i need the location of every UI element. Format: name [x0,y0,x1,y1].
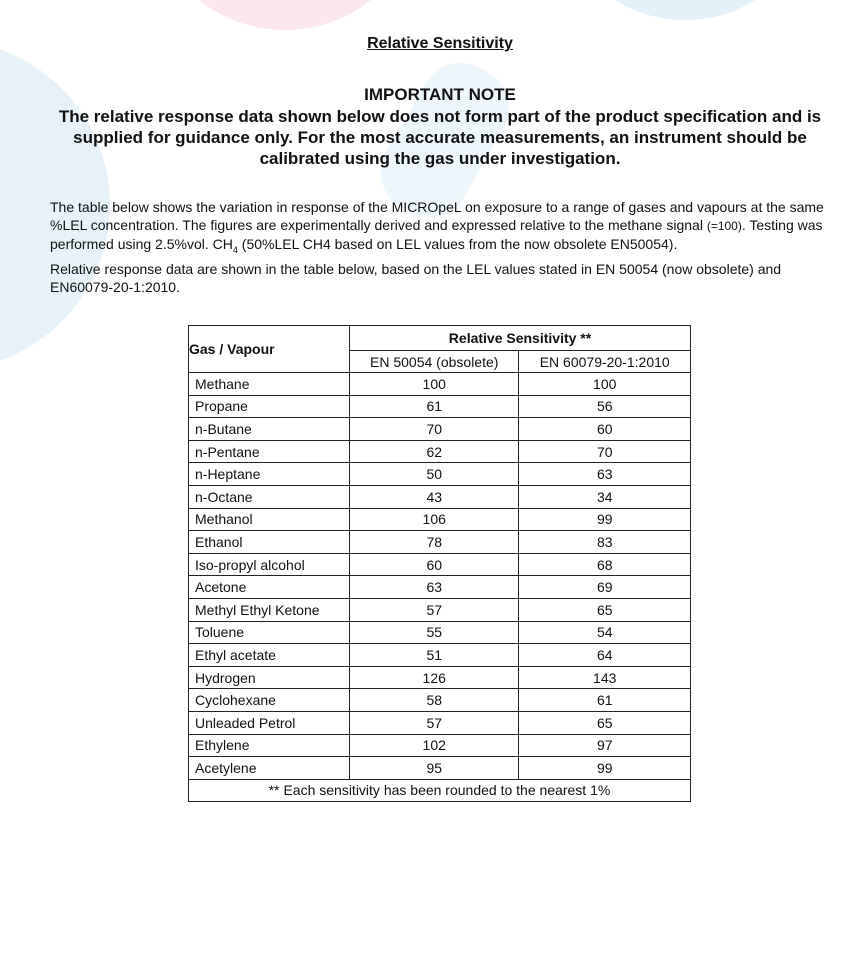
column-header-en60079: EN 60079-20-1:2010 [519,351,691,373]
en60079-cell: 56 [519,395,691,418]
en60079-cell: 64 [519,644,691,667]
gas-cell: Ethyl acetate [189,644,350,667]
subscript: 4 [232,244,238,255]
important-note-text: The relative response data shown below does not form part of the product specification and is supplied for guidance only. For the most accurate measurements, an instrument should be calibrated using the gas under investigation. [58,107,822,168]
table-row [189,598,691,621]
table-row [189,485,691,508]
en60079-cell: 70 [519,440,691,463]
table-footnote: ** Each sensitivity has been rounded to the nearest 1% [189,779,691,801]
table-row [189,531,691,554]
en50054-cell: 62 [350,440,519,463]
en50054-cell: 58 [350,689,519,712]
en50054-cell: 100 [350,373,519,396]
page-title: Relative Sensitivity [367,35,513,52]
en50054-cell: 51 [350,644,519,667]
en50054-cell: 63 [350,576,519,599]
en60079-cell: 61 [519,689,691,712]
en60079-cell: 60 [519,418,691,441]
en50054-cell: 126 [350,666,519,689]
gas-cell: Iso-propyl alcohol [189,553,350,576]
en50054-cell: 60 [350,553,519,576]
table-body [189,373,691,780]
en60079-cell: 54 [519,621,691,644]
table-row [189,711,691,734]
gas-cell: Acetone [189,576,350,599]
sensitivity-table [188,325,691,802]
gas-cell: n-Heptane [189,463,350,486]
en50054-cell: 70 [350,418,519,441]
en50054-cell: 102 [350,734,519,757]
methane-reference: (=100) [706,219,742,233]
gas-cell: Acetylene [189,757,350,780]
column-header-relative-sensitivity: Relative Sensitivity ** [350,326,691,351]
gas-cell: n-Octane [189,485,350,508]
en50054-cell: 57 [350,711,519,734]
table-row [189,666,691,689]
en60079-cell: 65 [519,598,691,621]
gas-cell: n-Butane [189,418,350,441]
en60079-cell: 99 [519,508,691,531]
important-note-heading: IMPORTANT NOTE [364,85,516,104]
en50054-cell: 50 [350,463,519,486]
gas-cell: Toluene [189,621,350,644]
table-row [189,395,691,418]
intro-paragraph [50,198,840,259]
gas-cell: Ethanol [189,531,350,554]
en50054-cell: 95 [350,757,519,780]
intro-text-continued: . Testing was performed using 2.5%vol. CH [50,217,823,252]
en50054-cell: 55 [350,621,519,644]
en60079-cell: 34 [519,485,691,508]
table-row [189,440,691,463]
table-row [189,463,691,486]
en60079-cell: 143 [519,666,691,689]
gas-cell: Methanol [189,508,350,531]
table-row [189,576,691,599]
table-row [189,373,691,396]
en60079-cell: 83 [519,531,691,554]
en50054-cell: 61 [350,395,519,418]
table-row [189,644,691,667]
en50054-cell: 106 [350,508,519,531]
table-row [189,553,691,576]
en50054-cell: 57 [350,598,519,621]
en60079-cell: 100 [519,373,691,396]
en50054-cell: 78 [350,531,519,554]
background-decoration [160,0,410,30]
en60079-cell: 63 [519,463,691,486]
table-row [189,621,691,644]
en60079-cell: 68 [519,553,691,576]
gas-cell: n-Pentane [189,440,350,463]
table-row [189,508,691,531]
table-row [189,418,691,441]
intro-text: The table below shows the variation in response of the MICROpeL on exposure to a range of gases and vapours at the same %LEL concentration. The figures are experimentally derived and expressed relative to the methane signal [50,199,824,233]
en60079-cell: 65 [519,711,691,734]
en50054-cell: 43 [350,485,519,508]
gas-cell: Cyclohexane [189,689,350,712]
column-header-gas: Gas / Vapour [189,326,350,373]
gas-cell: Hydrogen [189,666,350,689]
en60079-cell: 99 [519,757,691,780]
en60079-cell: 69 [519,576,691,599]
gas-cell: Methyl Ethyl Ketone [189,598,350,621]
standards-paragraph: Relative response data are shown in the table below, based on the LEL values stated in EN 50054 (now obsolete) and EN60079-20-1:2010. [50,261,782,295]
gas-cell: Methane [189,373,350,396]
table-row [189,689,691,712]
en60079-cell: 97 [519,734,691,757]
column-header-en50054: EN 50054 (obsolete) [350,351,519,373]
gas-cell: Propane [189,395,350,418]
table-row [189,757,691,780]
gas-cell: Unleaded Petrol [189,711,350,734]
intro-text-end: (50%LEL CH4 based on LEL values from the now obsolete EN50054). [237,236,678,252]
table-row [189,734,691,757]
gas-cell: Ethylene [189,734,350,757]
background-decoration [560,0,810,20]
